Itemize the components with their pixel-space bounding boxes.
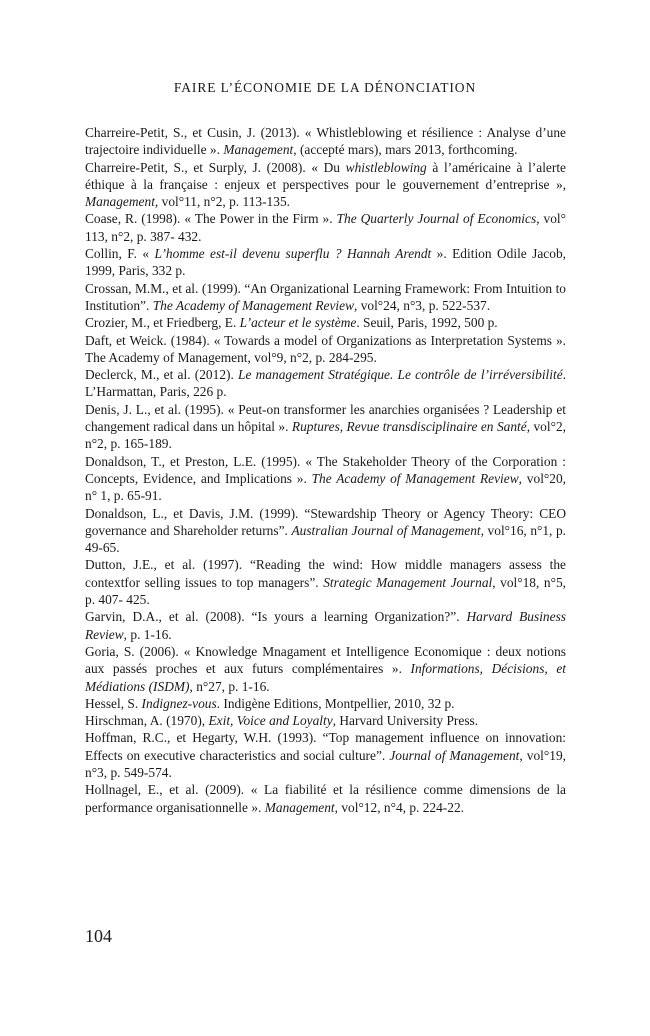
reference-text: Dutton, J.E., et al. (1997). “Reading the wind: How middle managers assess the contextfor selling issues to top managers”.	[85, 557, 566, 590]
reference-text: , vol°11, n°2, p. 113-135.	[154, 194, 290, 210]
reference-entry	[85, 505, 566, 557]
reference-text: Crossan, M.M., et al. (1999). “An Organizational Learning Framework: From Intuition to Institution”.	[85, 280, 566, 313]
reference-title: Harvard Business Review	[85, 609, 566, 642]
reference-title: Management	[85, 194, 155, 210]
page-number: 104	[85, 926, 112, 946]
reference-text: Crozier, M., et Friedberg, E.	[85, 315, 240, 331]
reference-entry	[85, 159, 566, 211]
reference-title: whistleblowing	[345, 159, 427, 175]
reference-title: Management	[223, 142, 294, 158]
reference-text: Donaldson, T., et Preston, L.E. (1995). « The Stakeholder Theory of the Corporation : Concepts, Evidence, and Implications ».	[85, 453, 566, 486]
reference-entry	[85, 332, 566, 367]
reference-text: . Indigène Editions, Montpellier, 2010, 32 p.	[216, 695, 455, 711]
reference-entry	[85, 643, 566, 695]
reference-text: Charreire-Petit, S., et Cusin, J. (2013). « Whistleblowing et résilience : Analyse d’une trajectoire individuelle ».	[85, 125, 566, 158]
reference-title: L’acteur et le système	[239, 315, 357, 331]
reference-entry	[85, 401, 566, 453]
reference-entry	[85, 729, 566, 781]
reference-entry	[85, 210, 566, 245]
reference-text: , p. 1-16.	[123, 626, 172, 642]
reference-text: Charreire-Petit, S., et Surply, J. (2008). « Du	[85, 159, 346, 175]
reference-title: Journal of Management	[389, 747, 520, 763]
reference-list	[85, 124, 566, 816]
reference-text: . Seuil, Paris, 1992, 500 p.	[356, 315, 498, 331]
reference-text: , vol°2, n°2, p. 165-189.	[85, 419, 566, 452]
reference-text: , vol° 113, n°2, p. 387- 432.	[85, 211, 566, 244]
reference-title: Management	[264, 799, 335, 815]
reference-title: Strategic Management Journal	[323, 574, 493, 590]
reference-entry	[85, 712, 566, 729]
reference-text: Daft, et Weick. (1984). « Towards a model of Organizations as Interpretation Systems ». The Academy of Management, vol°9, n°2, p. 284-295.	[85, 332, 566, 365]
reference-entry	[85, 245, 566, 280]
reference-entry	[85, 781, 566, 816]
reference-text: Garvin, D.A., et al. (2008). “Is yours a learning Organization?”.	[85, 609, 467, 625]
reference-title: The Quarterly Journal of Economics	[336, 211, 537, 227]
reference-text: , vol°12, n°4, p. 224-22.	[334, 799, 465, 815]
reference-entry	[85, 314, 566, 331]
reference-entry	[85, 608, 566, 643]
reference-title: Le management Stratégique. Le contrôle de l’irréversibilité	[238, 367, 563, 383]
reference-text: Hessel, S.	[85, 695, 142, 711]
reference-title: Ruptures, Revue transdisciplinaire en Santé	[291, 419, 527, 435]
reference-title: Informations, Décisions, et Médiations (ISDM)	[85, 661, 566, 694]
reference-text: , vol°19, n°3, p. 549-574.	[85, 747, 566, 780]
reference-entry	[85, 280, 566, 315]
reference-text: , vol°20, n° 1, p. 65-91.	[85, 470, 567, 504]
reference-text: vol°16, n°1, p. 49-65.	[85, 522, 567, 556]
reference-text: Donaldson, L., et Davis, J.M. (1999). “Stewardship Theory or Agency Theory: CEO governance and Shareholder returns”.	[85, 505, 566, 538]
reference-title: Australian Journal of Management,	[291, 522, 484, 538]
reference-title: L’homme est-il devenu superflu ? Hannah Arendt	[154, 246, 432, 262]
reference-entry	[85, 124, 566, 159]
reference-text: Hoffman, R.C., et Hegarty, W.H. (1993). “Top management influence on innovation: Effects on executive characteristics and social culture”.	[85, 730, 566, 763]
reference-text: , vol°24, n°3, p. 522-537.	[354, 297, 491, 313]
reference-text: Coase, R. (1998). « The Power in the Firm ».	[85, 211, 337, 227]
reference-entry	[85, 695, 566, 712]
reference-text: Goria, S. (2006). « Knowledge Mnagament et Intelligence Economique : deux notions aux passés proches et aux futurs complémentaires ».	[85, 643, 566, 677]
reference-text: Hollnagel, E., et al. (2009). « La fiabilité et la résilience comme dimensions de la performance organisationnelle ».	[85, 782, 566, 815]
reference-entry	[85, 453, 566, 505]
reference-title: Indignez-vous	[141, 695, 217, 711]
reference-text: Denis, J. L., et al. (1995). « Peut-on transformer les anarchies organisées ? Leadership et changement radical dans un hôpital ».	[85, 401, 566, 435]
reference-entry	[85, 556, 566, 608]
reference-text: Collin, F. «	[85, 246, 155, 262]
reference-text: ». Edition Odile Jacob, 1999, Paris, 332 p.	[85, 246, 566, 279]
reference-text: Declerck, M., et al. (2012).	[85, 367, 239, 383]
reference-text: , (accepté mars), mars 2013, forthcoming.	[293, 142, 518, 158]
reference-title: The Academy of Management Review	[152, 297, 354, 313]
running-header: FAIRE L’ÉCONOMIE DE LA DÉNONCIATION	[173, 80, 477, 95]
reference-text: Hirschman, A. (1970),	[85, 713, 209, 729]
reference-text: , Harvard University Press.	[332, 713, 479, 729]
reference-text: . L’Harmattan, Paris, 226 p.	[85, 367, 566, 400]
reference-text: , n°27, p. 1-16.	[189, 678, 270, 694]
reference-title: Exit, Voice and Loyalty	[208, 713, 333, 729]
reference-entry	[85, 366, 566, 401]
reference-text: , vol°18, n°5, p. 407- 425.	[85, 574, 566, 608]
reference-title: The Academy of Management Review	[311, 470, 519, 486]
reference-text: à l’américaine à l’alerte éthique à la française : enjeux et perspectives pour le gouvernement d’entreprise »,	[85, 159, 566, 192]
